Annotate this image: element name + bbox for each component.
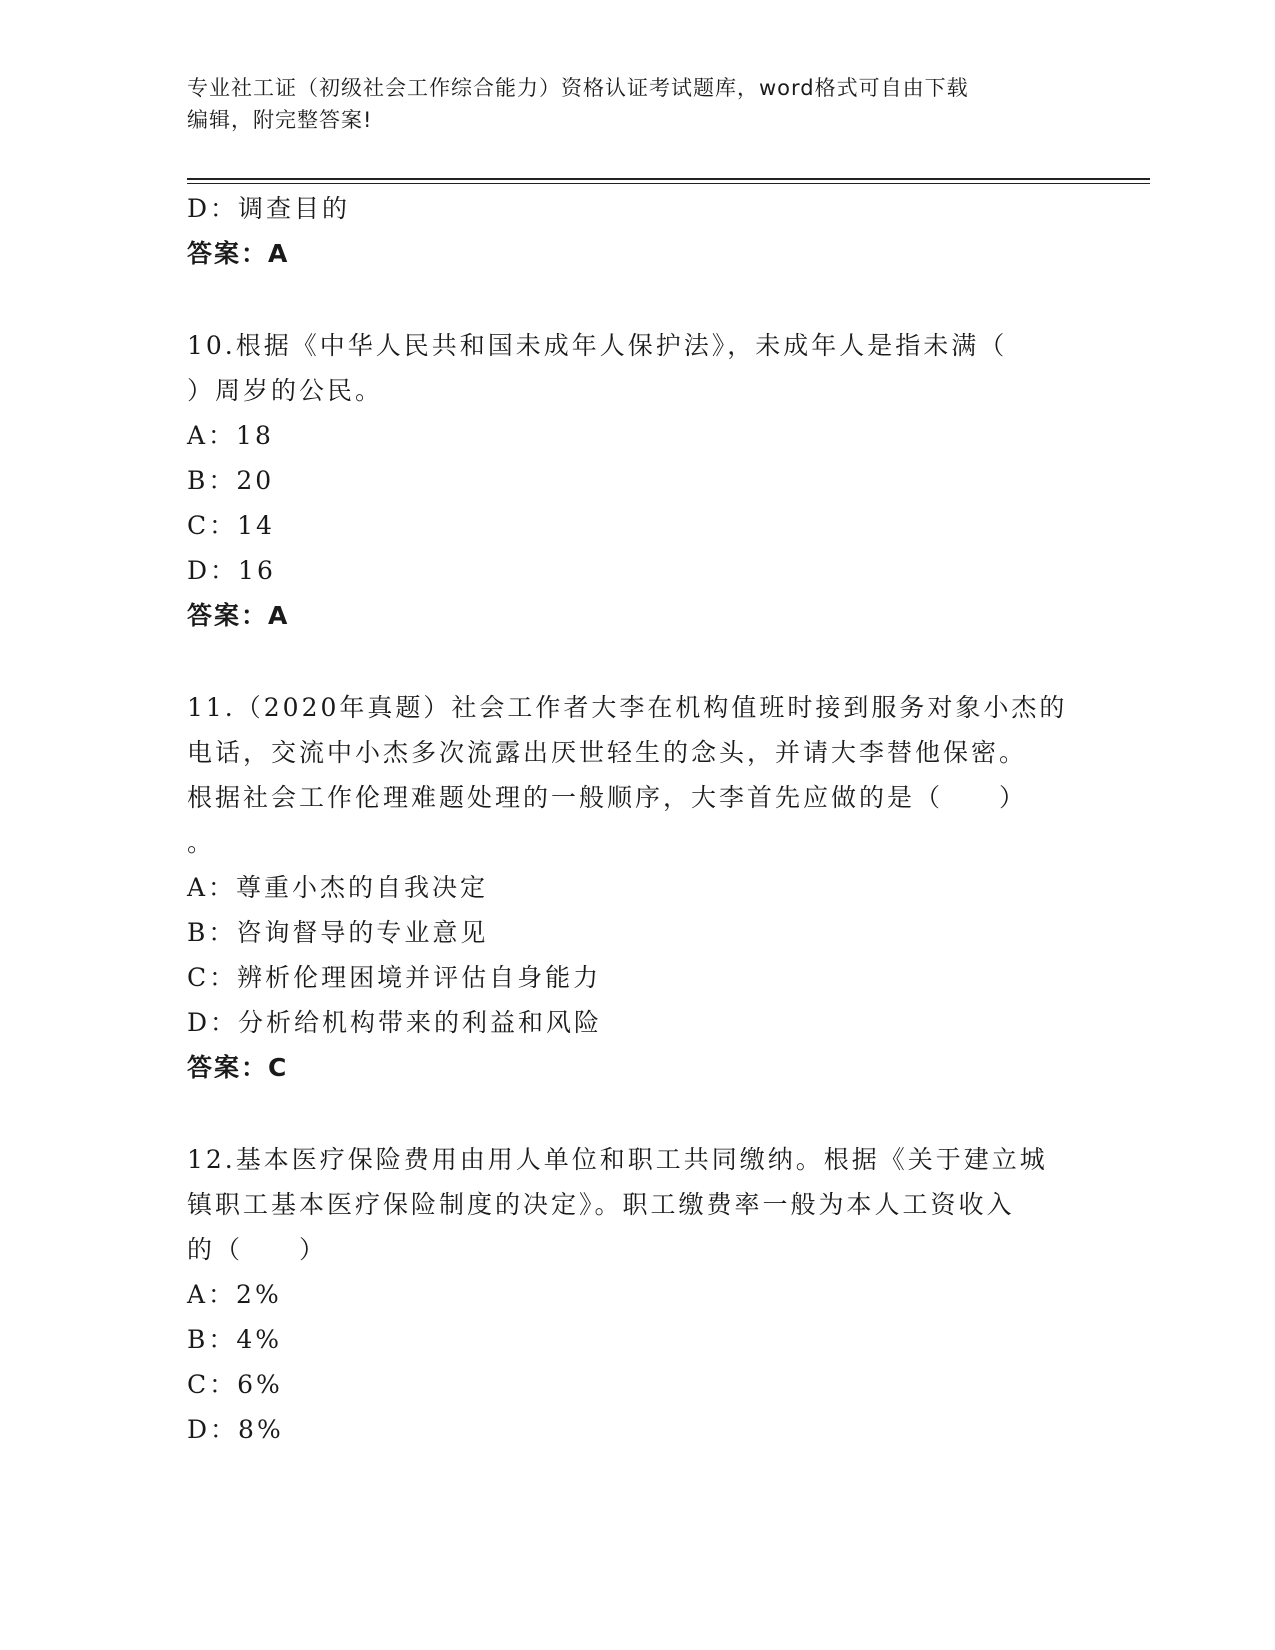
option-c: C：6% xyxy=(187,1370,283,1399)
option-c: C：辨析伦理困境并评估自身能力 xyxy=(187,963,602,992)
answer-label: 答案：A xyxy=(187,601,290,630)
question-stem-line: 。 xyxy=(187,828,216,857)
option-a: A：尊重小杰的自我决定 xyxy=(187,873,489,902)
question-stem-line: 电话，交流中小杰多次流露出厌世轻生的念头，并请大李替他保密。 xyxy=(187,738,1028,767)
option-d: D：调查目的 xyxy=(187,194,351,223)
header-line-2: 编辑，附完整答案! xyxy=(187,108,373,132)
option-d: D：8% xyxy=(187,1415,284,1444)
page-header xyxy=(187,72,1067,136)
answer-label: 答案：A xyxy=(187,239,290,268)
question-stem-line: ）周岁的公民。 xyxy=(187,376,384,405)
option-a: A：2% xyxy=(187,1280,282,1309)
question-stem-line: 镇职工基本医疗保险制度的决定》。职工缴费率一般为本人工资收入 xyxy=(187,1190,1015,1219)
option-c: C：14 xyxy=(187,511,275,540)
question-12 xyxy=(187,1137,1087,1452)
question-9-tail xyxy=(187,186,1087,276)
option-b: B：20 xyxy=(187,466,275,495)
option-b: B：4% xyxy=(187,1325,283,1354)
answer-label: 答案：C xyxy=(187,1053,289,1082)
question-stem-line: 12.基本医疗保险费用由用人单位和职工共同缴纳。根据《关于建立城 xyxy=(187,1145,1048,1174)
header-line-1: 专业社工证（初级社会工作综合能力）资格认证考试题库，word格式可自由下载 xyxy=(187,76,969,100)
question-11 xyxy=(187,685,1087,1090)
spacer xyxy=(187,638,1087,685)
header-divider-thick xyxy=(187,178,1150,180)
spacer xyxy=(187,1090,1087,1137)
header-divider-thin xyxy=(187,183,1150,184)
question-stem-line: 11.（2020年真题）社会工作者大李在机构值班时接到服务对象小杰的 xyxy=(187,693,1068,722)
option-b: B：咨询督导的专业意见 xyxy=(187,918,489,947)
question-stem-line: 根据社会工作伦理难题处理的一般顺序，大李首先应做的是（ ） xyxy=(187,783,1028,812)
option-d: D：16 xyxy=(187,556,276,585)
spacer xyxy=(187,276,1087,323)
option-d: D：分析给机构带来的利益和风险 xyxy=(187,1008,603,1037)
question-list xyxy=(187,186,1087,1452)
question-10 xyxy=(187,323,1087,638)
question-stem-line: 的（ ） xyxy=(187,1235,328,1264)
question-stem-line: 10.根据《中华人民共和国未成年人保护法》，未成年人是指未满（ xyxy=(187,331,1008,360)
option-a: A：18 xyxy=(187,421,274,450)
